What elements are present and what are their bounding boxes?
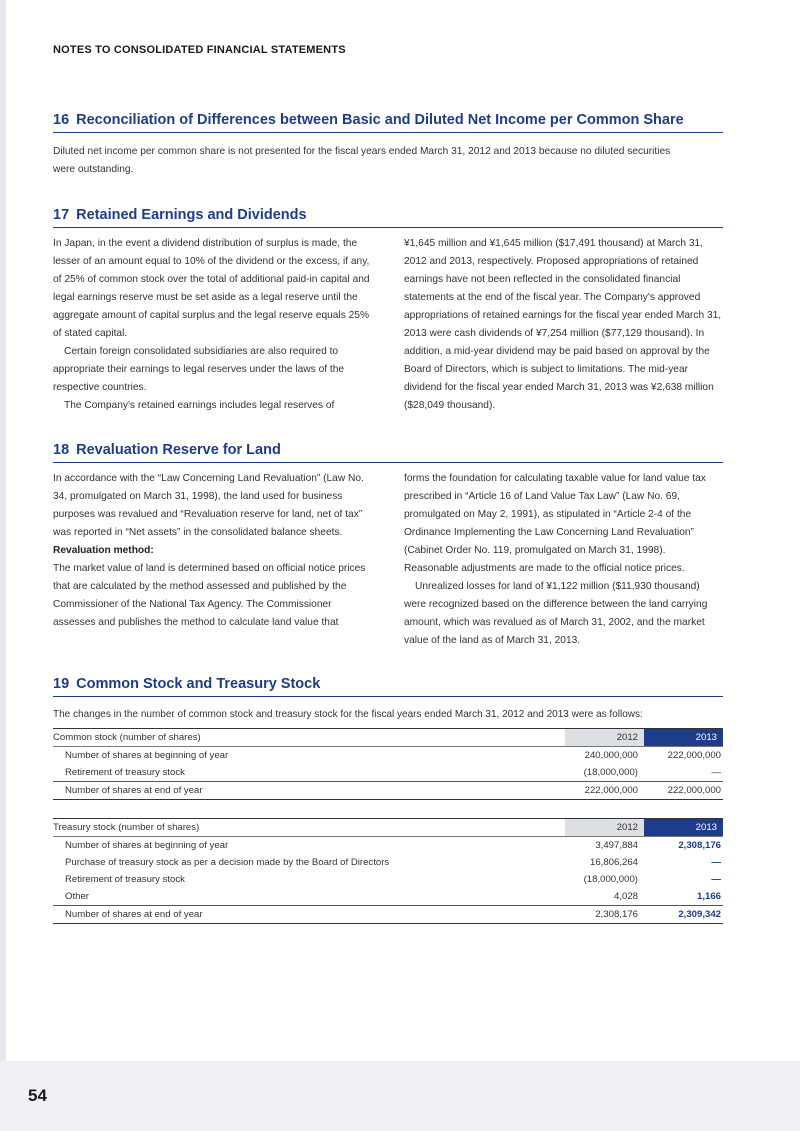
value-2012: 222,000,000	[565, 782, 644, 800]
row-label: Retirement of treasury stock	[65, 767, 185, 778]
year-2012-header: 2012	[565, 819, 644, 837]
paragraph: Certain foreign consolidated subsidiaries are also required to appropriate their earnings to legal reserves under the laws of the respective countries.	[53, 346, 345, 393]
footer-band	[0, 1061, 800, 1131]
value-2012: (18,000,000)	[583, 874, 638, 885]
value-2012: 2,308,176	[565, 906, 644, 924]
section-17-columns	[53, 235, 723, 415]
row-label: Number of shares at beginning of year	[65, 750, 229, 761]
row-label: Retirement of treasury stock	[65, 874, 185, 885]
year-2013-header: 2013	[644, 819, 723, 837]
value-2013: —	[711, 857, 721, 868]
row-label: Purchase of treasury stock as per a decision made by the Board of Directors	[65, 857, 390, 868]
section-16-text	[53, 143, 723, 179]
section-17-title	[53, 207, 723, 228]
value-2013: —	[711, 874, 721, 885]
year-2012-header: 2012	[565, 729, 644, 747]
table-row	[53, 871, 723, 888]
table-row	[53, 837, 723, 855]
section-title-text: Reconciliation of Differences between Basic and Diluted Net Income per Common Share	[76, 112, 684, 128]
treasury-stock-table	[53, 818, 723, 924]
left-column	[53, 470, 371, 650]
section-title-text: Retained Earnings and Dividends	[76, 207, 307, 223]
table-header-label: Treasury stock (number of shares)	[53, 819, 565, 837]
value-2013: 222,000,000	[667, 750, 721, 761]
section-19	[53, 676, 723, 924]
table-total-row	[53, 782, 723, 800]
page-number: 54	[28, 1086, 47, 1105]
value-2013: 2,309,342	[644, 906, 723, 924]
subheading: Revaluation method:	[53, 545, 154, 556]
right-column	[404, 470, 722, 650]
value-2012: (18,000,000)	[583, 767, 638, 778]
value-2013: —	[711, 767, 721, 778]
page-gutter	[0, 0, 6, 1131]
common-stock-table	[53, 728, 723, 800]
paragraph: The Company's retained earnings includes legal reserves of	[64, 400, 335, 411]
paragraph: In accordance with the “Law Concerning Land Revaluation” (Law No. 34, promulgated on March 31, 1998), the land used for business purposes was revalued and “Revaluation reserve for land, net of tax” was reported in “Net assets” in the consolidated balance sheets.	[53, 473, 364, 538]
section-16	[53, 112, 723, 179]
table-row	[53, 747, 723, 765]
page-header: NOTES TO CONSOLIDATED FINANCIAL STATEMENTS	[53, 44, 346, 56]
section-19-intro: The changes in the number of common stock and treasury stock for the fiscal years ended March 31, 2012 and 2013 were as follows:	[53, 709, 643, 720]
table-header-row	[53, 729, 723, 747]
text-line: Diluted net income per common share is not presented for the fiscal years ended March 31, 2012 and 2013 because no diluted securities	[53, 146, 671, 157]
left-column	[53, 235, 371, 415]
section-17	[53, 207, 723, 415]
table-row	[53, 854, 723, 871]
table-total-row	[53, 906, 723, 924]
table-row	[53, 764, 723, 782]
paragraph: The market value of land is determined based on official notice prices that are calculated by the method assessed and published by the Commissioner of the National Tax Agency. The Commissioner assesses and publishes the method to calculate land value that	[53, 563, 366, 628]
section-title-text: Revaluation Reserve for Land	[76, 442, 281, 458]
section-number: 16	[53, 112, 70, 128]
value-2012: 4,028	[613, 891, 638, 902]
section-title-text: Common Stock and Treasury Stock	[76, 676, 321, 692]
value-2013: 1,166	[696, 891, 721, 902]
paragraph: ¥1,645 million and ¥1,645 million ($17,491 thousand) at March 31, 2012 and 2013, respectively. Proposed appropriations of retained earnings have not been reflected in the consolidated financial statements at the end of the fiscal year. The Company's approved appropriations of retained earnings for the fiscal year ended March 31, 2013 were cash dividends of ¥7,254 million ($77,129 thousand). In addition, a mid-year dividend may be paid based on approval by the Board of Directors, which is subject to limitations. The mid-year dividend for the fiscal year ended March 31, 2013 was ¥2,638 million ($28,049 thousand).	[404, 238, 722, 411]
section-16-title	[53, 112, 723, 133]
section-19-title	[53, 676, 723, 697]
section-number: 19	[53, 676, 70, 692]
right-column	[404, 235, 722, 415]
value-2012: 16,806,264	[589, 857, 638, 868]
section-number: 18	[53, 442, 70, 458]
paragraph: In Japan, in the event a dividend distribution of surplus is made, the lesser of an amount equal to 10% of the dividend or the excess, if any, of 25% of common stock over the total of additional paid-in capital and legal earnings reserve must be set aside as a legal reserve until the aggregate amount of capital surplus and the legal reserve equals 25% of stated capital.	[53, 238, 370, 339]
value-2012: 3,497,884	[595, 840, 638, 851]
row-label: Number of shares at beginning of year	[65, 840, 229, 851]
value-2013: 2,308,176	[678, 840, 721, 851]
row-label: Other	[65, 891, 89, 902]
table-row	[53, 888, 723, 906]
value-2013: 222,000,000	[644, 782, 723, 800]
paragraph: Unrealized losses for land of ¥1,122 million ($11,930 thousand) were recognized based on the difference between the land carrying amount, which was revalued as of March 31, 2002, and the market value of the land as of March 31, 2013.	[404, 581, 708, 646]
paragraph: forms the foundation for calculating taxable value for land value tax prescribed in “Article 16 of Land Value Tax Law” (Law No. 69, promulgated on May 2, 1991), as stipulated in “Article 2-4 of the Ordinance Implementing the Law Concerning Land Revaluation” (Cabinet Order No. 119, promulgated on March 31, 1998). Reasonable adjustments are made to the official notice prices.	[404, 473, 706, 574]
section-number: 17	[53, 207, 70, 223]
section-18	[53, 442, 723, 650]
section-18-columns	[53, 470, 723, 650]
table-header-label: Common stock (number of shares)	[53, 729, 565, 747]
row-label: Number of shares at end of year	[53, 782, 565, 800]
row-label: Number of shares at end of year	[53, 906, 565, 924]
table-header-row	[53, 819, 723, 837]
text-line: were outstanding.	[53, 164, 134, 175]
section-18-title	[53, 442, 723, 463]
year-2013-header: 2013	[644, 729, 723, 747]
value-2012: 240,000,000	[584, 750, 638, 761]
